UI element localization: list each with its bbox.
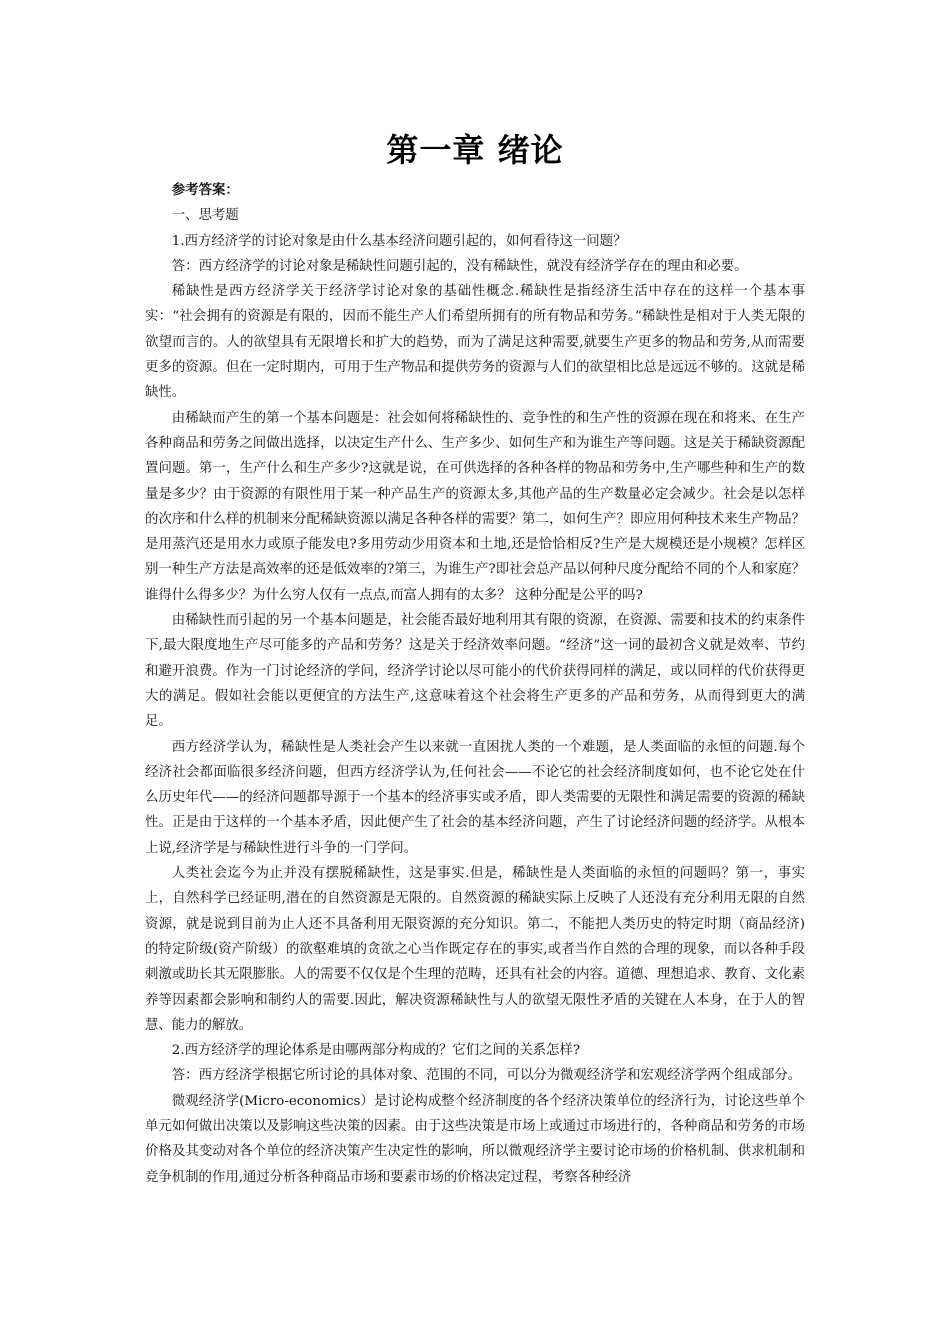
paragraph-second-problem: 由稀缺性而引起的另一个基本问题是，社会能否最好地利用其有限的资源，在资源、需要和技术的约束条件下,最大限度地生产尽可能多的产品和劳务？这是关于经济效率问题。“经济”这一词的最初含义就是效率、节约和避开浪费。作为一门讨论经济的学问，经济学讨论以尽可能小的代价获得同样的满足，或以同样的代价获得更大的满足。假如社会能以更便宜的方法生产,这意味着这个社会将生产更多的产品和劳务，从而得到更大的满足。 [145,613,805,730]
document-body [145,178,805,1190]
question-1: 1.西方经济学的讨论对象是由什么基本经济问题引起的，如何看待这一问题？ [171,233,627,249]
answer-2-intro: 答：西方经济学根据它所讨论的具体对象、范围的不同，可以分为微观经济学和宏观经济学两个组成部分。 [171,1068,802,1084]
section-heading: 一、思考题 [171,208,239,224]
paragraph-scarcity: 稀缺性是西方经济学关于经济学讨论对象的基础性概念.稀缺性是指经济生活中存在的这样一个基本事实：“社会拥有的资源是有限的，因而不能生产人们希望所拥有的所有物品和劳务。”稀缺性是相对于人类无限的欲望而言的。人的欲望具有无限增长和扩大的趋势，而为了满足这种需要,就要生产更多的物品和劳务,从而需要更多的资源。但在一定时期内，可用于生产物品和提供劳务的资源与人们的欲望相比总是远远不够的。这就是稀缺性。 [145,284,805,401]
answer-1-intro: 答：西方经济学的讨论对象是稀缺性问题引起的，没有稀缺性，就没有经济学存在的理由和必要。 [171,258,748,274]
paragraph-western-view: 西方经济学认为，稀缺性是人类社会产生以来就一直困扰人类的一个难题，是人类面临的永恒的问题.每个经济社会都面临很多经济问题，但西方经济学认为,任何社会——不论它的社会经济制度如何，也不论它处在什么历史年代——的经济问题都导源于一个基本的经济事实或矛盾，即人类需要的无限性和满足需要的资源的稀缺性。正是由于这样的一个基本矛盾，因此便产生了社会的基本经济问题，产生了讨论经济问题的经济学。从根本上说,经济学是与稀缺性进行斗争的一门学问。 [145,739,805,856]
paragraph-microeconomics: 微观经济学(Micro-economics）是讨论构成整个经济制度的各个经济决策单位的经济行为，讨论这些单个单元如何做出决策以及影响这些决策的因素。由于这些决策是市场上或通过市场进行的，各种商品和劳务的市场价格及其变动对各个单位的经济决策产生决定性的影响，所以微观经济学主要讨论市场的价格机制、供求机制和竞争机制的作用,通过分析各种商品市场和要素市场的价格决定过程，考察各种经济 [145,1093,805,1185]
paragraph-first-problem: 由稀缺而产生的第一个基本问题是：社会如何将稀缺性的、竞争性的和生产性的资源在现在和将来、在生产各种商品和劳务之间做出选择，以决定生产什么、生产多少、如何生产和为谁生产等问题。这是关于稀缺资源配置问题。第一，生产什么和生产多少?这就是说，在可供选择的各种各样的物品和劳务中,生产哪些种和生产的数量是多少？由于资源的有限性用于某一种产品生产的资源太多,其他产品的生产数量必定会减少。社会是以怎样的次序和什么样的机制来分配稀缺资源以满足各种各样的需要？第二，如何生产？即应用何种技术来生产物品？是用蒸汽还是用水力或原子能发电?多用劳动少用资本和土地,还是恰恰相反?生产是大规模还是小规模？怎样区别一种生产方法是高效率的还是低效率的?第三，为谁生产?即社会总产品以何种尺度分配给不同的个人和家庭？谁得什么得多少？为什么穷人仅有一点点,而富人拥有的太多？ 这种分配是公平的吗? [145,410,805,603]
paragraph-critique: 人类社会迄今为止并没有摆脱稀缺性，这是事实.但是，稀缺性是人类面临的永恒的问题吗？第一，事实上，自然科学已经证明,潜在的自然资源是无限的。自然资源的稀缺实际上反映了人还没有充分利用无限的自然资源，就是说到目前为止人还不具备利用无限资源的充分知识。第二，不能把人类历史的特定时期（商品经济)的特定阶级(资产阶级）的欲壑难填的贪欲之心当作既定存在的事实,或者当作自然的合理的现象，而以各种手段刺激或助长其无限膨胀。人的需要不仅仅是个生理的范畴，还具有社会的内容。道德、理想追求、教育、文化素养等因素都会影响和制约人的需要.因此，解决资源稀缺性与人的欲望无限性矛盾的关键在人本身，在于人的智慧、能力的解放。 [145,866,805,1033]
question-2: 2.西方经济学的理论体系是由哪两部分构成的？它们之间的关系怎样? [171,1043,581,1059]
answer-label: 参考答案： [171,182,239,198]
chapter-title: 第一章 绪论 [386,131,564,169]
